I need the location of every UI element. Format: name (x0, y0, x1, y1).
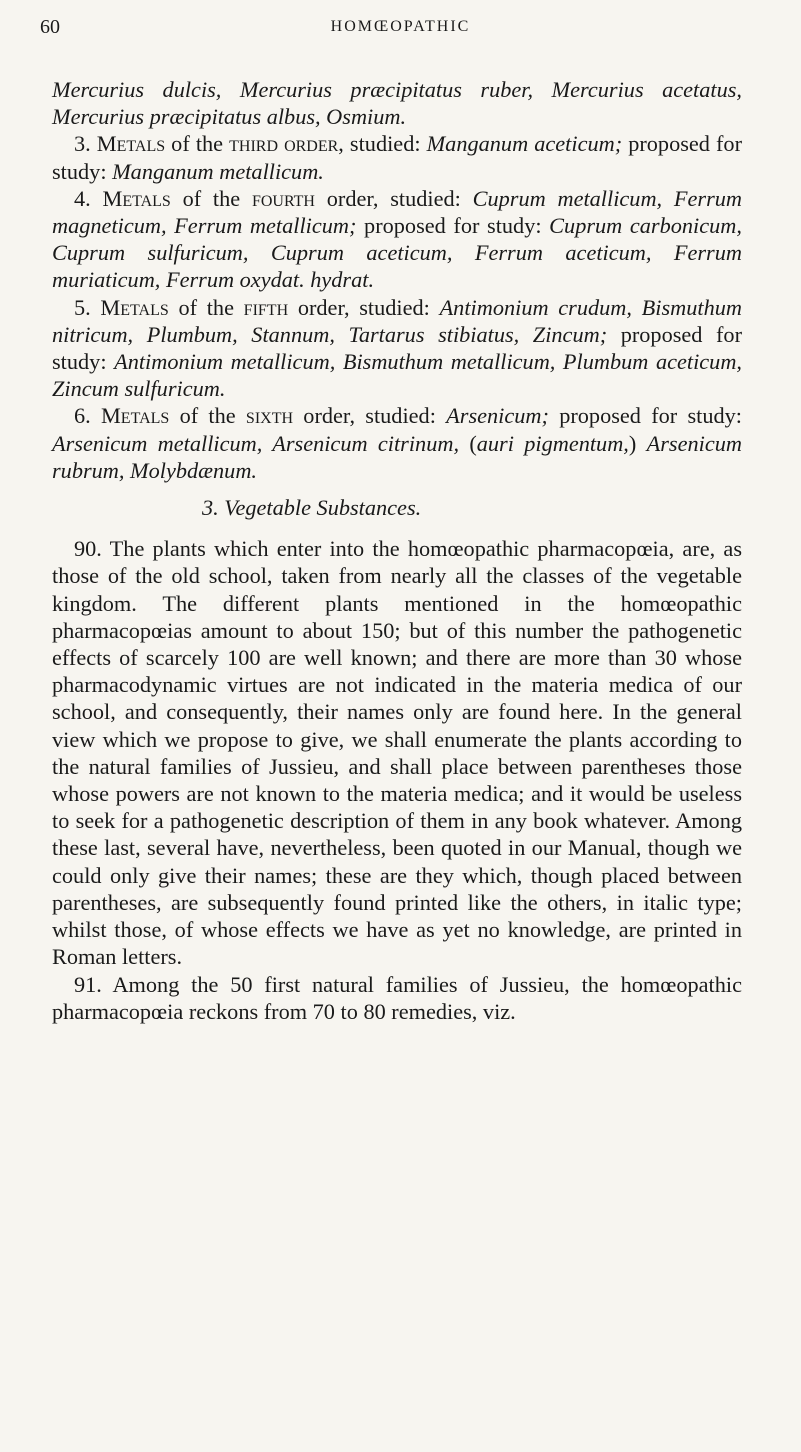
text-fragment: of the (168, 294, 244, 320)
paragraph-90: 90. The plants which enter into the homœopathic pharmacopœia, are, as those of the old school, taken from nearly all the classes of the vegetable kingdom. The different plants mentioned in the homœopathic pharmacopœias amount to about 150; but of this number the pathogenetic effects of scarcely 100 are well known; and there are more than 30 whose pharmacodynamic virtues are not indicated in the materia medica of our school, and consequently, their names only are found here. In the general view which we propose to give, we shall enumerate the plants according to the natural families of Jussieu, and shall place between parentheses those whose powers are not known to the materia medica; and it would be useless to seek for a pathogenetic description of them in any book whatever. Among these last, several have, nevertheless, been quoted in our Manual, though we could only give their names; these are they which, though placed between parentheses, are subsequently found printed like the others, in italic type; whilst those, of whose effects we have as yet no knowledge, are printed in Roman letters. (52, 536, 742, 970)
paragraph-metals-fourth-order (52, 185, 742, 294)
paragraph-91: 91. Among the 50 first natural families of Jussieu, the homœopathic pharmacopœia reckons from 70 to 80 remedies, viz. (52, 971, 742, 1024)
page-number: 60 (40, 16, 60, 38)
item-number: 5. (74, 294, 101, 320)
text-fragment: order, studied: (293, 403, 447, 429)
text-fragment: ) (628, 430, 647, 456)
proposed-remedies: Arsenicum rubrum, Molybdænum. (52, 430, 742, 483)
paragraph-metals-sixth-order (52, 402, 742, 484)
text-fragment: ( (459, 430, 477, 456)
order-name: sixth (245, 403, 294, 429)
studied-remedies: Cuprum metallicum, Ferrum magneticum, Ferrum metallicum; (52, 185, 743, 239)
item-number: 4. (74, 185, 103, 211)
mercurius-list: Mercurius dulcis, Mercurius præcipitatus ruber, Mercurius acetatus, Mercurius præcipitatus albus, Osmium. (52, 77, 742, 130)
text-fragment: proposed for study: (52, 131, 743, 184)
paragraph-metals-fifth-order (52, 294, 742, 403)
item-number: 6. (74, 403, 101, 429)
section-heading-vegetable-substances (52, 494, 742, 521)
order-name: third order (229, 131, 339, 157)
studied-remedies: Manganum aceticum; (426, 131, 623, 157)
text-fragment: order, studied: (314, 185, 473, 211)
studied-remedies: Arsenicum; (446, 403, 549, 429)
running-head: HOMŒOPATHIC (330, 18, 471, 35)
proposed-remedies: Antimonium metallicum, Bismuthum metallicum, Plumbum aceticum, Zincum sulfuricum. (52, 349, 742, 402)
text-fragment: of the (170, 185, 252, 211)
item-number: 3. (74, 131, 97, 157)
text-fragment: proposed for study: (356, 213, 550, 239)
page-body (52, 76, 742, 1025)
page-header (40, 16, 761, 44)
text-fragment: proposed for study: (52, 321, 742, 375)
proposed-remedies: Manganum metallicum. (112, 158, 324, 184)
order-name: fifth (243, 294, 289, 320)
metals-heading: Metals (100, 403, 170, 429)
paragraph-metals-third-order (52, 130, 742, 184)
metals-heading: Metals (96, 131, 166, 157)
proposed-remedies: auri pigmentum, (476, 430, 629, 456)
section-title: 3. Vegetable Substances. (202, 495, 422, 521)
text-fragment: order, studied: (288, 294, 440, 320)
metals-heading: Metals (102, 185, 171, 211)
proposed-remedies: Arsenicum metallicum, Arsenicum citrinum, (52, 430, 460, 456)
metals-heading: Metals (100, 294, 169, 320)
text-fragment: proposed for study: (548, 403, 742, 429)
paragraph-mercurius (52, 76, 742, 130)
text-fragment: of the (165, 131, 230, 157)
text-fragment: of the (169, 403, 246, 429)
studied-remedies: Antimonium crudum, Bismuthum nitricum, Plumbum, Stannum, Tartarus stibiatus, Zincum; (52, 294, 742, 347)
text-fragment: , studied: (338, 131, 427, 157)
proposed-remedies: Cuprum carbonicum, Cuprum sulfuricum, Cuprum aceticum, Ferrum aceticum, Ferrum muriaticum, Ferrum oxydat. hydrat. (52, 213, 742, 293)
order-name: fourth (251, 185, 315, 211)
